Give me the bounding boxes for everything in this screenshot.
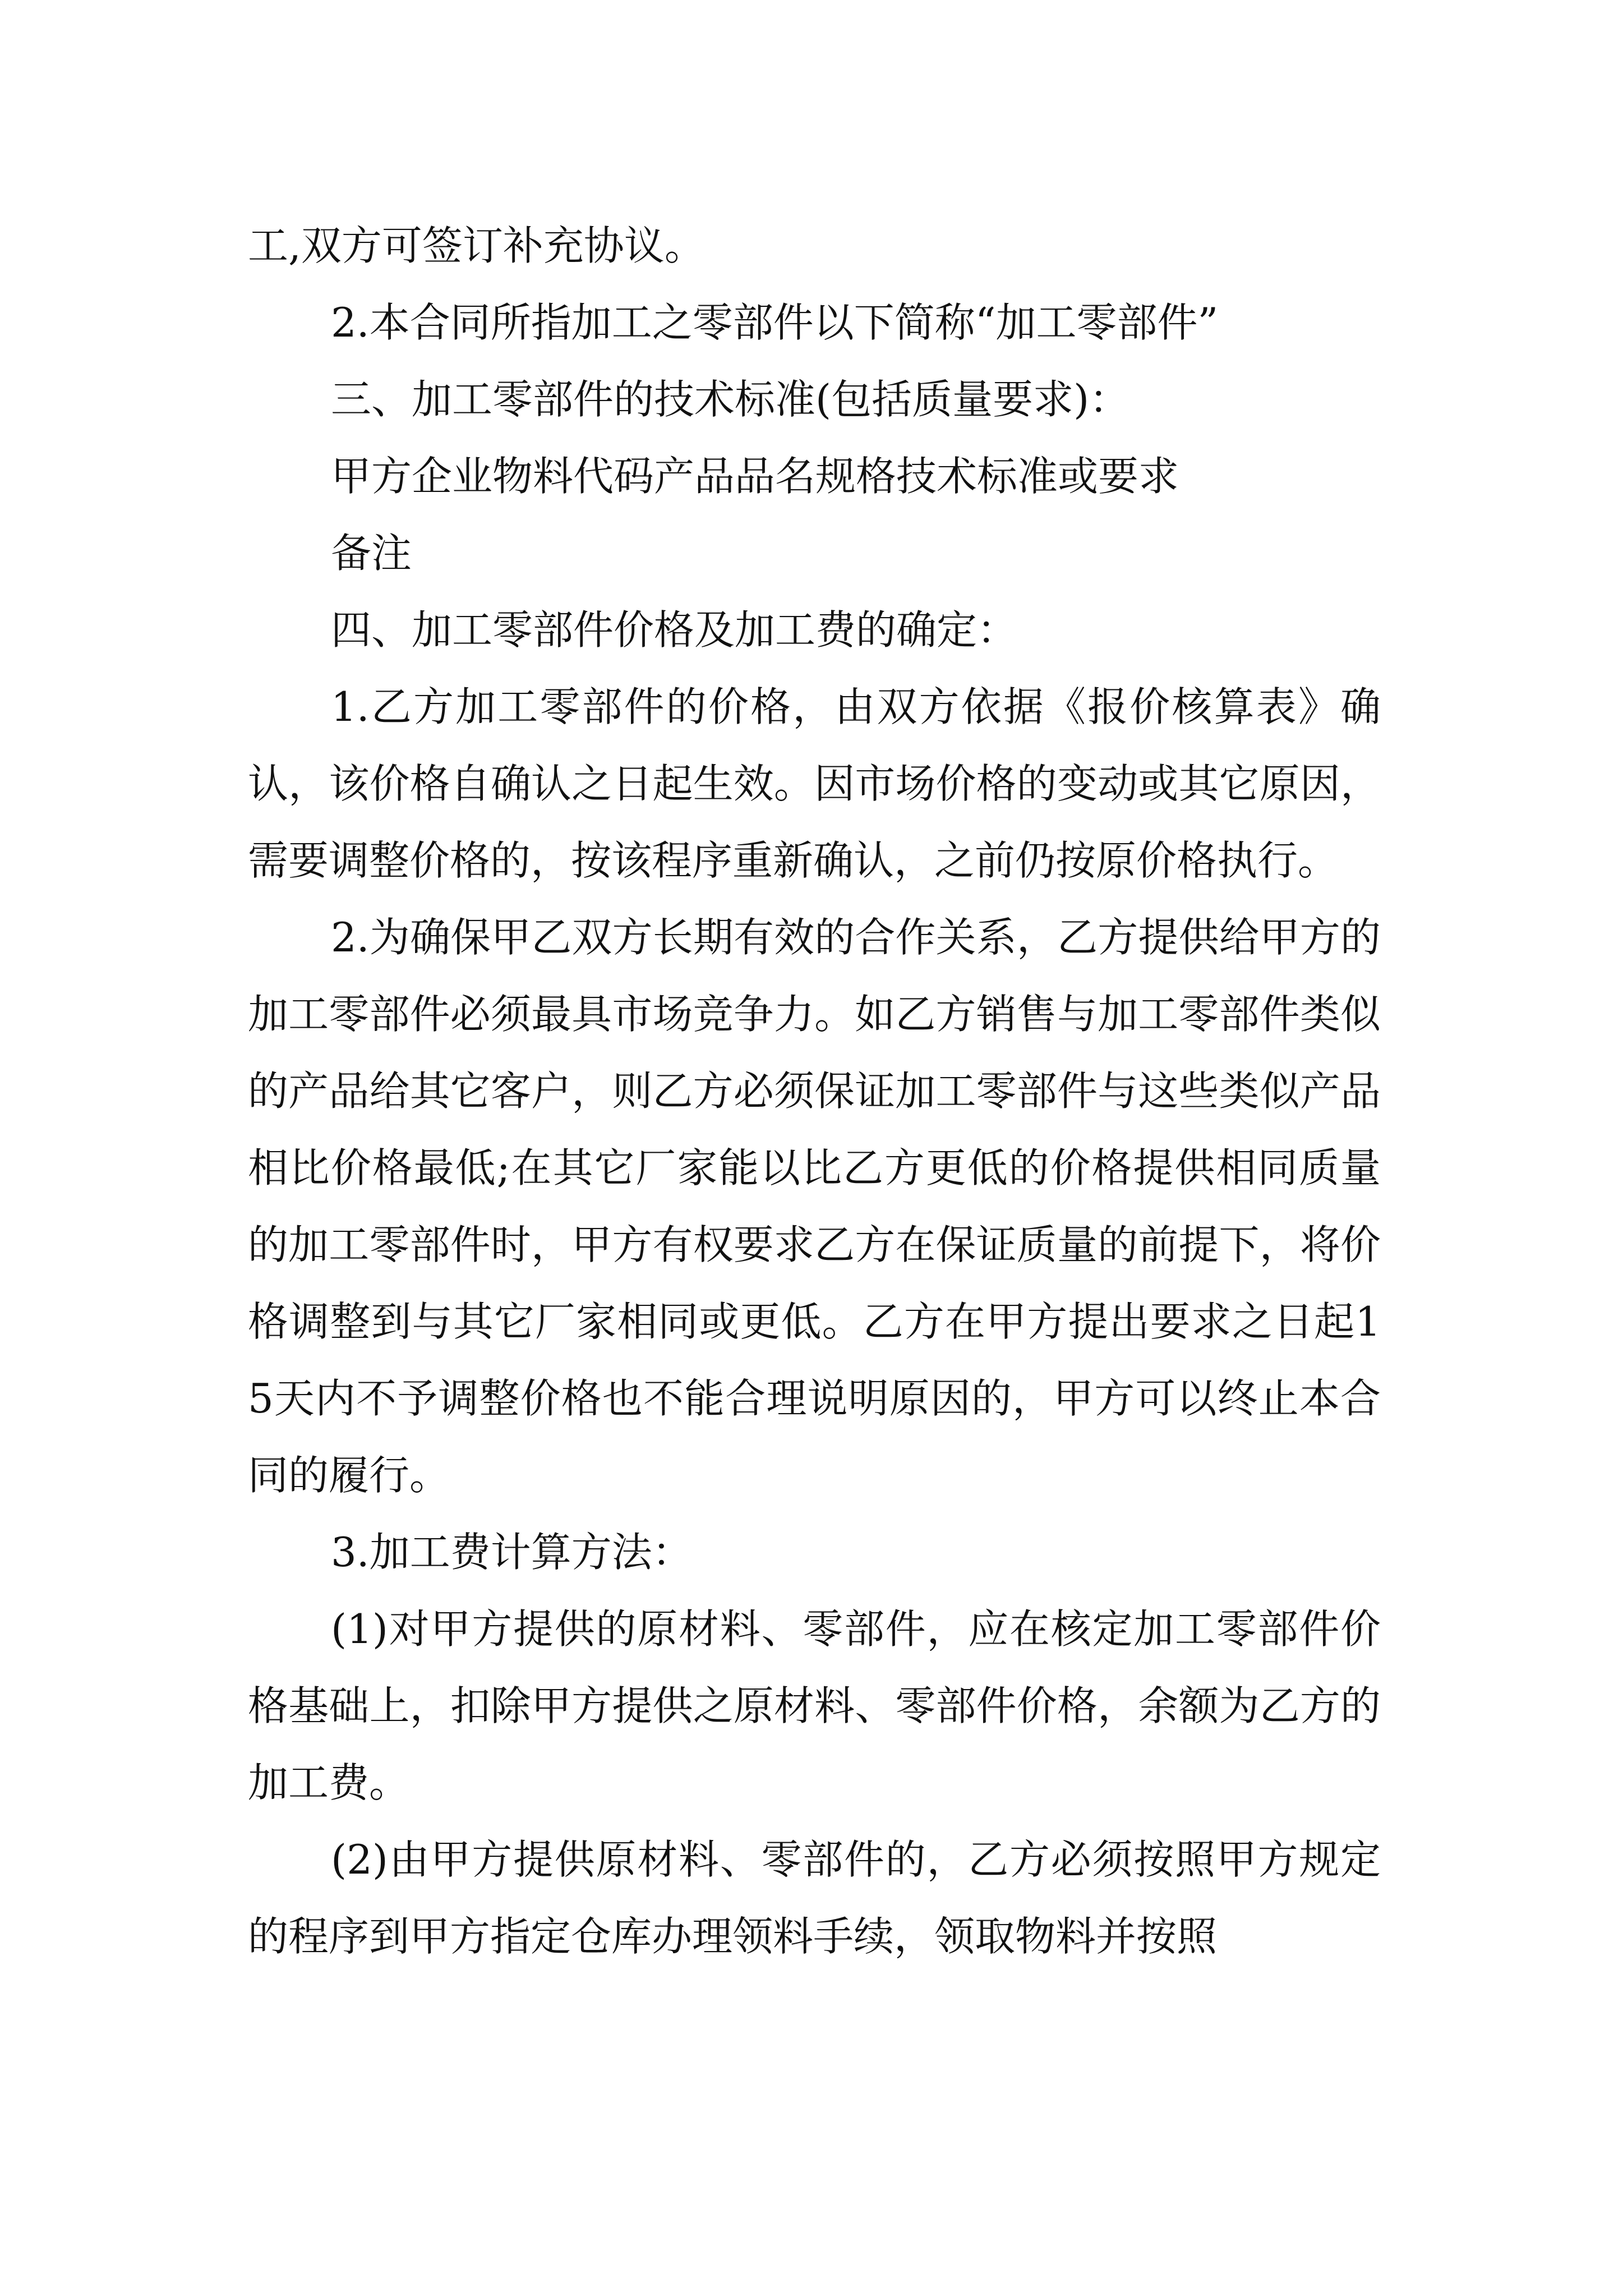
paragraph-8: 2.为确保甲乙双方长期有效的合作关系，乙方提供给甲方的加工零部件必须最具市场竞争力。如乙方销售与加工零部件类似的产品给其它客户，则乙方必须保证加工零部件与这些类似产品相比价格最低;在其它厂家能以比乙方更低的价格提供相同质量的加工零部件时，甲方有权要求乙方在保证质量的前提下，将价格调整到与其它厂家相同或更低。乙方在甲方提出要求之日起15天内不予调整价格也不能合理说明原因的，甲方可以终止本合同的履行。 [248,914,1381,1499]
paragraph-4: 甲方企业物料代码产品品名规格技术标准或要求 [331,453,1179,500]
section-heading-3: 三、加工零部件的技术标准(包括质量要求)： [331,376,1130,423]
paragraph-9: 3.加工费计算方法： [331,1529,693,1576]
paragraph-1: 工,双方可签订补充协议。 [248,222,705,269]
paragraph-2: 2.本合同所指加工之零部件以下简称“加工零部件” [331,299,1219,346]
paragraph-5: 备注 [331,530,412,577]
document-body [248,208,1381,1975]
paragraph-11: (2)由甲方提供原材料、零部件的，乙方必须按照甲方规定的程序到甲方指定仓库办理领料手续，领取物料并按照 [248,1836,1381,1960]
section-heading-4: 四、加工零部件价格及加工费的确定： [331,606,1018,654]
paragraph-7: 1.乙方加工零部件的价格，由双方依据《报价核算表》确认，该价格自确认之日起生效。因市场价格的变动或其它原因，需要调整价格的，按该程序重新确认，之前仍按原价格执行。 [248,683,1381,884]
paragraph-10: (1)对甲方提供的原材料、零部件，应在核定加工零部件价格基础上，扣除甲方提供之原材料、零部件价格，余额为乙方的加工费。 [248,1605,1381,1806]
